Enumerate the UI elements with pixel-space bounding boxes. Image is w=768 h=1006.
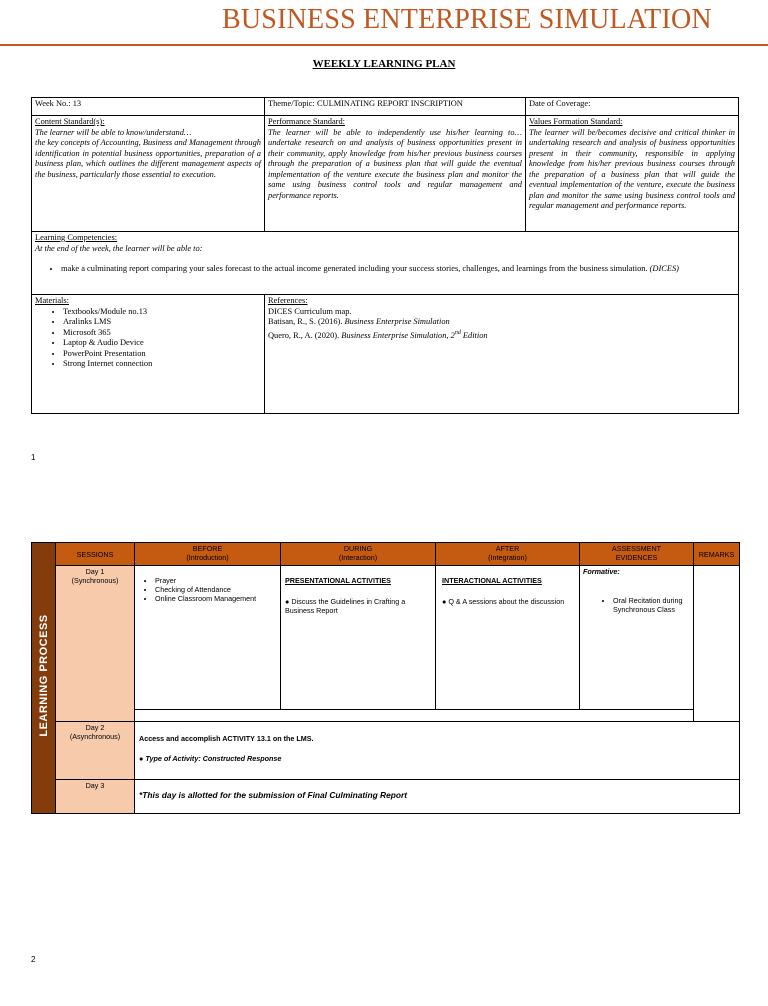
header-remarks: REMARKS — [693, 542, 740, 566]
interactional-activities-title: INTERACTIONAL ACTIVITIES — [442, 576, 542, 585]
learning-competencies-cell — [31, 231, 739, 295]
values-standard-label: Values Formation Standard: — [529, 117, 623, 126]
week-number: Week No.: 13 — [35, 99, 82, 108]
assessment-item: • Oral Recitation during Synchronous Class — [613, 596, 690, 614]
performance-standard-cell — [264, 115, 526, 232]
during-activity: ● Discuss the Guidelines in Crafting a Business Report — [285, 597, 406, 615]
day1-before-list — [135, 576, 280, 603]
materials-cell — [31, 294, 265, 414]
competency-item: • make a culminating report comparing your sales forecast to the actual income generated including your success stories, challenges, and learnings from the business simulation. (DICES) — [61, 264, 735, 275]
day2-activity-type: ● Type of Activity: Constructed Response — [139, 754, 282, 763]
header-assessment: ASSESSMENT EVIDENCES — [579, 542, 694, 566]
header-during: DURING (Interaction) — [280, 542, 436, 566]
day3-label-cell: Day 3 — [55, 779, 135, 814]
page-number: 2 — [31, 955, 36, 964]
reference-item: Batisan, R., S. (2016). Business Enterprise Simulation — [268, 317, 450, 326]
page-title: WEEKLY LEARNING PLAN — [312, 58, 456, 70]
reference-item: Quero, R., A. (2020). Business Enterprise Simulation, 2nd Edition — [268, 329, 488, 340]
day1-remarks-cell — [693, 565, 740, 722]
header-after: AFTER (Integration) — [435, 542, 580, 566]
day2-instruction: Access and accomplish ACTIVITY 13.1 on the LMS. — [139, 734, 314, 743]
before-item: • Checking of Attendance — [155, 585, 280, 594]
formative-label: Formative: — [583, 567, 620, 576]
competencies-list — [35, 264, 735, 275]
coverage-cell — [525, 97, 739, 116]
materials-label: Materials: — [35, 296, 69, 305]
theme-topic: Theme/Topic: CULMINATING REPORT INSCRIPTION — [268, 99, 463, 108]
day3-note: *This day is allotted for the submission of Final Culminating Report — [139, 790, 408, 800]
assessment-list — [583, 596, 690, 614]
after-activity: ● Q & A sessions about the discussion — [442, 597, 565, 606]
day1-before-cell — [134, 565, 281, 710]
competencies-label: Learning Competencies: — [35, 233, 118, 242]
material-item: • Strong Internet connection — [63, 359, 261, 370]
values-standard-cell — [525, 115, 739, 232]
learning-process-side-label — [31, 542, 56, 814]
header-sessions: SESSIONS — [55, 542, 135, 566]
document-header-title: BUSINESS ENTERPRISE SIMULATION — [222, 4, 712, 35]
theme-cell — [264, 97, 526, 116]
day1-during-cell — [280, 565, 436, 710]
header-before: BEFORE (Introduction) — [134, 542, 281, 566]
material-item: • Textbooks/Module no.13 — [63, 307, 261, 318]
presentational-activities-title: PRESENTATIONAL ACTIVITIES — [285, 576, 391, 585]
day1-label-cell: Day 1 (Synchronous) — [55, 565, 135, 722]
material-item: • Microsoft 365 — [63, 328, 261, 339]
content-standard-body: the key concepts of Accounting, Business and Management through identification in potential business opportunities, preparation of a business plan, which outlines the different management aspects of the business, particularly those essential to execution. — [35, 138, 261, 179]
competencies-intro: At the end of the week, the learner will be able to: — [35, 243, 203, 253]
material-item: • PowerPoint Presentation — [63, 349, 261, 360]
values-standard-body: The learner will be/becomes decisive and critical thinker in undertaking research and analysis of business opportunities present in their community, responsible in applying knowledge from his/her previous business courses through the preparation of a business plan that will guide the eventual implementation of the venture, execute the business plan and monitor the same using business control tools and regular management and performance reports. — [529, 127, 735, 210]
header-divider — [0, 44, 768, 46]
content-standard-label: Content Standard(s): — [35, 117, 105, 126]
reference-item: DICES Curriculum map. — [268, 306, 352, 316]
day1-assessment-cell — [579, 565, 694, 710]
day2-content-cell — [134, 721, 740, 780]
day3-content-cell — [134, 779, 740, 814]
side-label-text: LEARNING PROCESS — [38, 614, 50, 737]
page-number: 1 — [31, 453, 36, 462]
day2-label-cell: Day 2 (Asynchronous) — [55, 721, 135, 780]
references-cell — [264, 294, 739, 414]
performance-standard-label: Performance Standard: — [268, 117, 345, 126]
material-item: • Aralinks LMS — [63, 317, 261, 328]
content-standard-intro: The learner will be able to know/understand… — [35, 127, 192, 137]
material-item: • Laptop & Audio Device — [63, 338, 261, 349]
performance-standard-body: The learner will be able to independently use his/her learning to… undertake research on and analysis of business opportunities present in their community, apply knowledge from his/her previous business courses through the preparation of a business plan that will guide the eventual implementation of the venture execute the business plan and monitor the same using business control tools and regular management and performance reports. — [268, 127, 522, 200]
materials-list — [35, 307, 261, 370]
before-item: • Online Classroom Management — [155, 594, 280, 603]
references-label: References: — [268, 296, 308, 305]
date-of-coverage: Date of Coverage: — [529, 99, 591, 108]
day1-after-cell — [435, 565, 580, 710]
before-item: • Prayer — [155, 576, 280, 585]
content-standard-cell — [31, 115, 265, 232]
week-number-cell — [31, 97, 265, 116]
